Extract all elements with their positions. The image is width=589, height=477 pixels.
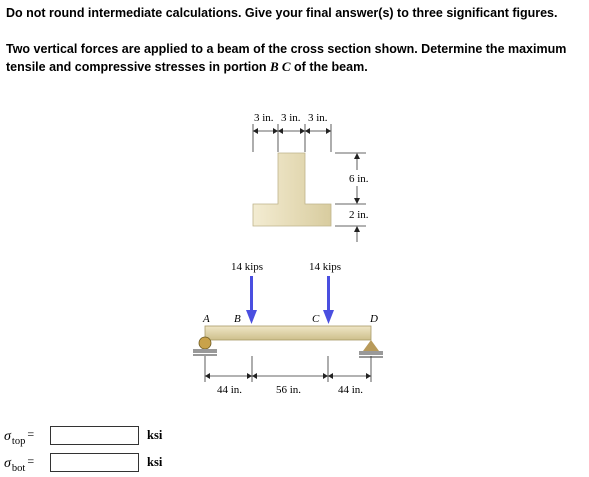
problem-text-1: Two vertical forces are applied to a beam of the cross section shown. Determine the maximum tensile and compressive stresses in portion xyxy=(6,42,567,74)
dim-width-2: 3 in. xyxy=(281,112,301,124)
sigma-top-subscript: top xyxy=(11,435,26,447)
dim-width-1: 3 in. xyxy=(254,112,274,124)
load-label-2: 14 kips xyxy=(309,261,342,273)
load-label-1: 14 kips xyxy=(231,261,264,273)
sigma-top-row xyxy=(4,425,34,449)
sigma-top-symbol: σ xyxy=(4,429,11,444)
cross-section-width-dimensions xyxy=(253,112,331,152)
sigma-bot-equals: = xyxy=(27,453,35,468)
sigma-bot-symbol: σ xyxy=(4,456,11,471)
point-c: C xyxy=(312,313,320,325)
cross-section-height-dimensions xyxy=(335,153,369,242)
cross-section-shape xyxy=(253,153,331,226)
sigma-bot-unit: ksi xyxy=(147,455,163,469)
problem-text-2: of the beam. xyxy=(290,60,368,74)
right-support xyxy=(359,340,383,357)
instructions: Do not round intermediate calculations. Give your final answer(s) to three significant figures. xyxy=(6,6,558,20)
dim-width-3: 3 in. xyxy=(308,112,328,124)
dim-height-web: 6 in. xyxy=(349,173,369,185)
load-arrow-c xyxy=(323,276,334,324)
span-ab: 44 in. xyxy=(217,384,243,396)
load-arrow-b xyxy=(246,276,257,324)
point-b: B xyxy=(234,313,241,325)
span-bc: 56 in. xyxy=(276,384,302,396)
beam xyxy=(205,326,371,340)
dim-height-flange: 2 in. xyxy=(349,209,369,221)
point-d: D xyxy=(370,313,378,325)
sigma-top-equals: = xyxy=(27,426,35,441)
point-a: A xyxy=(203,313,210,325)
sigma-top-input[interactable] xyxy=(50,426,139,445)
span-dimensions xyxy=(205,356,371,396)
sigma-top-unit: ksi xyxy=(147,428,163,442)
span-cd: 44 in. xyxy=(338,384,364,396)
sigma-bot-subscript: bot xyxy=(11,462,26,474)
sigma-bot-input[interactable] xyxy=(50,453,139,472)
sigma-bot-row xyxy=(4,452,34,476)
segment-label: B C xyxy=(269,59,291,74)
